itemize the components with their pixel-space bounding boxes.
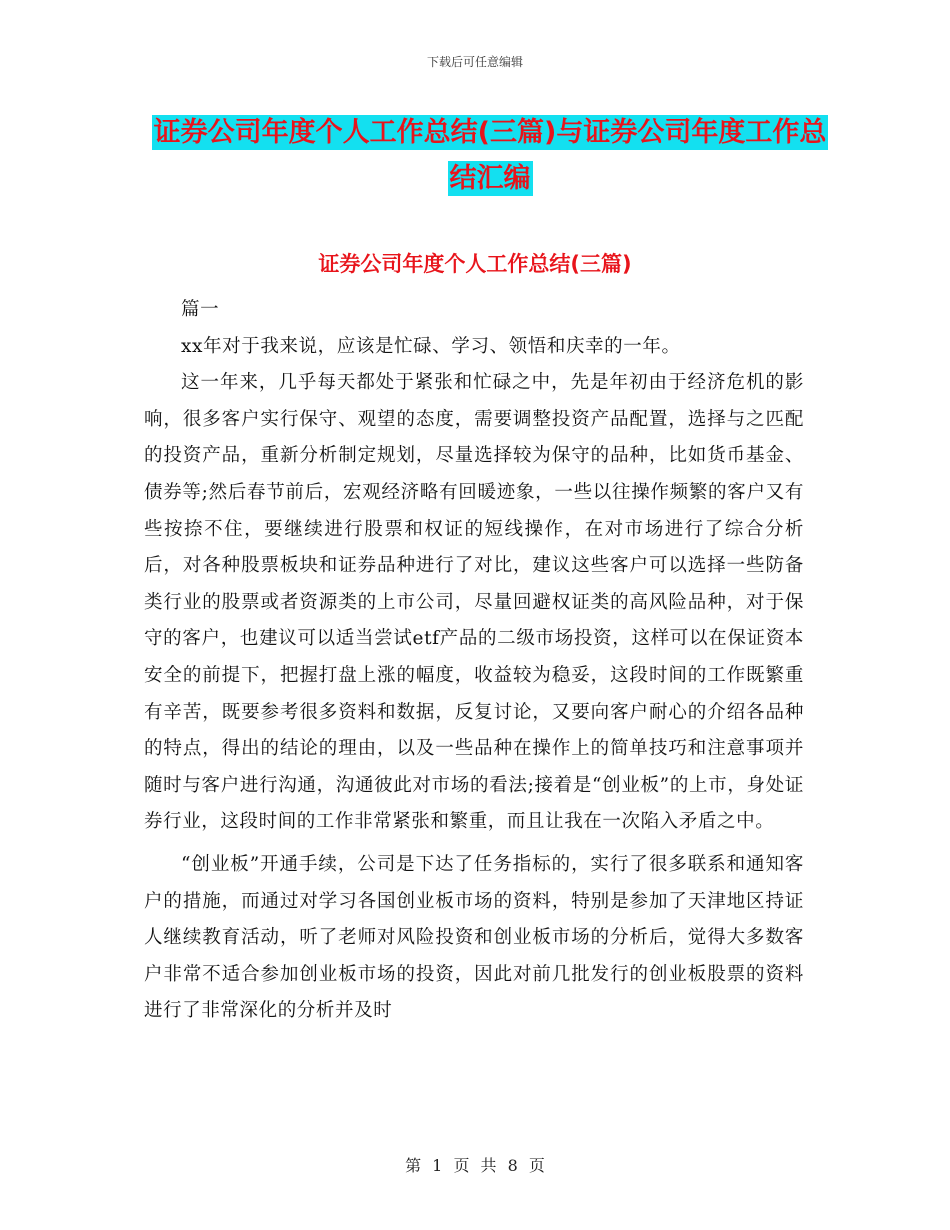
paragraph: 这一年来，几乎每天都处于紧张和忙碌之中，先是年初由于经济危机的影响，很多客户实行保守、观望的态度，需要调整投资产品配置，选择与之匹配的投资产品，重新分析制定规划，尽量选择较为保守的品种，比如货币基金、债券等;然后春节前后，宏观经济略有回暖迹象，一些以往操作频繁的客户又有些按捺不住，要继续进行股票和权证的短线操作，在对市场进行了综合分析后，对各种股票板块和证券品种进行了对比，建议这些客户可以选择一些防备类行业的股票或者资源类的上市公司，尽量回避权证类的高风险品种，对于保守的客户，也建议可以适当尝试etf产品的二级市场投资，这样可以在保证资本安全的前提下，把握打盘上涨的幅度，收益较为稳妥，这段时间的工作既繁重有辛苦，既要参考很多资料和数据，反复讨论，又要向客户耐心的介绍各品种的特点，得出的结论的理由，以及一些品种在操作上的简单技巧和注意事项并随时与客户进行沟通，沟通彼此对市场的看法;接着是“创业板”的上市，身处证券行业，这段时间的工作非常紧张和繁重，而且让我在一次陷入矛盾之中。 (144, 372, 804, 833)
document-title (140, 110, 840, 202)
paragraph-heading: 篇一 (181, 299, 220, 320)
header-note: 下载后可任意编辑 (426, 55, 523, 69)
document-body (144, 292, 804, 1030)
section-title: 证券公司年度个人工作总结(三篇) (318, 252, 632, 276)
page-number-footer: 第 1 页 共 8 页 (405, 1156, 545, 1175)
paragraph: “创业板”开通手续，公司是下达了任务指标的，实行了很多联系和通知客户的措施，而通过对学习各国创业板市场的资料，特别是参加了天津地区持证人继续教育活动，听了老师对风险投资和创业板市场的分析后，觉得大多数客户非常不适合参加创业板市场的投资，因此对前几批发行的创业板股票的资料进行了非常深化的分析并及时 (144, 853, 804, 1022)
document-title-text: 证券公司年度个人工作总结(三篇)与证券公司年度工作总结汇编 (153, 117, 827, 194)
paragraph: xx年对于我来说，应该是忙碌、学习、领悟和庆幸的一年。 (181, 335, 681, 357)
